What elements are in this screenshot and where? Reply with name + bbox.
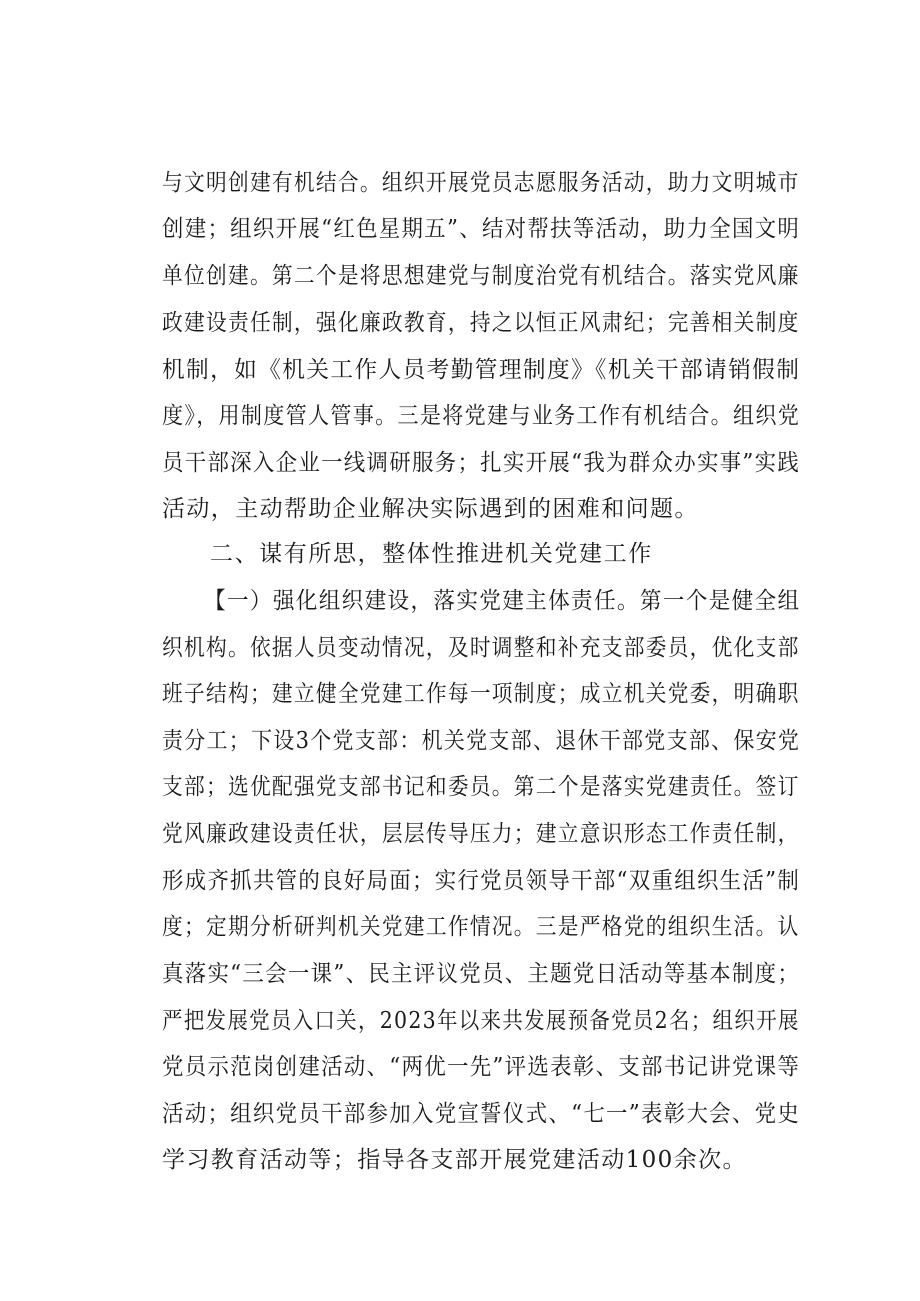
paragraph-2-line-5: 支部；选优配强党支部书记和委员。第二个是落实党建责任。签订 bbox=[162, 774, 800, 800]
paragraph-2-line-2: 织机构。依据人员变动情况，及时调整和补充支部委员，优化支部 bbox=[162, 635, 800, 661]
paragraph-2-line-9: 真落实“三会一课”、民主评议党员、主题党日活动等基本制度； bbox=[162, 961, 801, 987]
paragraph-2-line-10: 严把发展党员入口关，2023年以来共发展预备党员2名；组织开展 bbox=[162, 1008, 800, 1034]
paragraph-2-line-1: 【一）强化组织建设，落实党建主体责任。第一个是健全组 bbox=[204, 588, 801, 614]
paragraph-2-line-3: 班子结构；建立健全党建工作每一项制度；成立机关党委，明确职 bbox=[162, 681, 800, 707]
paragraph-1-line-6: 度》，用制度管人管事。三是将党建与业务工作有机结合。组织党 bbox=[162, 403, 801, 429]
paragraph-2-line-7: 形成齐抓共管的良好局面；实行党员领导干部“双重组织生活”制 bbox=[162, 868, 801, 894]
paragraph-1-line-5: 机制，如《机关工作人员考勤管理制度》《机关干部请销假制 bbox=[162, 357, 801, 383]
paragraph-1-line-8: 活动，主动帮助企业解决实际遇到的困难和问题。 bbox=[162, 496, 699, 522]
paragraph-2-line-12: 活动；组织党员干部参加入党宣誓仪式、“七一”表彰大会、党史 bbox=[162, 1101, 801, 1127]
section-heading: 二、谋有所思，整体性推进机关党建工作 bbox=[210, 541, 653, 567]
paragraph-2-line-4: 责分工；下设3个党支部：机关党支部、退休干部党支部、保安党 bbox=[162, 728, 801, 754]
paragraph-2-line-6: 党风廉政建设责任状，层层传导压力；建立意识形态工作责任制， bbox=[162, 821, 800, 847]
paragraph-1-line-1: 与文明创建有机结合。组织开展党员志愿服务活动，助力文明城市 bbox=[162, 170, 800, 196]
paragraph-1-line-4: 政建设责任制，强化廉政教育，持之以恒正风肃纪；完善相关制度 bbox=[162, 310, 800, 336]
paragraph-2-line-13: 学习教育活动等；指导各支部开展党建活动100余次。 bbox=[162, 1147, 747, 1173]
paragraph-1-line-7: 员干部深入企业一线调研服务；扎实开展“我为群众办实事”实践 bbox=[162, 450, 801, 476]
paragraph-2-line-8: 度；定期分析研判机关党建工作情况。三是严格党的组织生活。认 bbox=[162, 914, 800, 940]
paragraph-1-line-2: 创建；组织开展“红色星期五”、结对帮扶等活动，助力全国文明 bbox=[162, 216, 801, 242]
paragraph-2-line-11: 党员示范岗创建活动、“两优一先”评选表彰、支部书记讲党课等 bbox=[162, 1054, 801, 1080]
paragraph-1-line-3: 单位创建。第二个是将思想建党与制度治党有机结合。落实党风廉 bbox=[162, 263, 800, 289]
